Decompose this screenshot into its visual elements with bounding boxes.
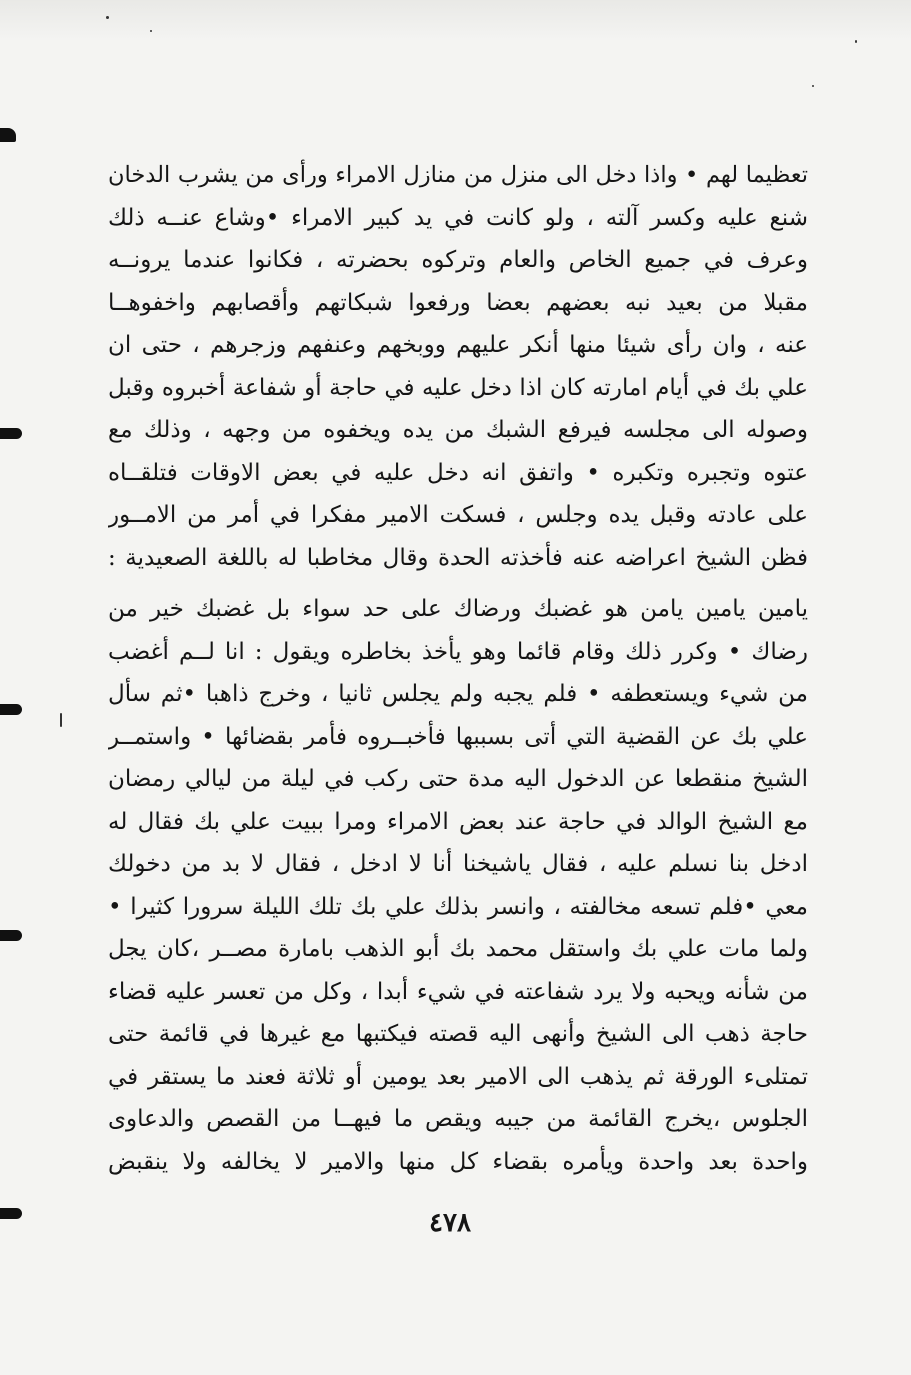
scan-speck <box>60 713 62 727</box>
binding-mark <box>0 1208 22 1219</box>
page-number: ٤٧٨ <box>429 1208 471 1238</box>
text-line: تمتلىء الورقة ثم يذهب الى الامير بعد يومين أو ثلاثة فعند ما يستقر في <box>108 1063 808 1090</box>
text-line: مقبلا من بعيد نبه بعضهم بعضا ورفعوا شبكاتهم وأقصابهم واخفوهــا <box>108 289 808 316</box>
text-line: من شيء ويستعطفه • فلم يجبه ولم يجلس ثانيا ، وخرج ذاهبا •ثم سأل <box>108 681 808 707</box>
text-line: يامين يامين يامن هو غضبك ورضاك على حد سواء بل غضبك خير من <box>108 596 808 622</box>
text-line: معي •فلم تسعه مخالفته ، وانسر بذلك علي بك تلك الليلة سرورا كثيرا • <box>108 893 808 920</box>
scan-shadow <box>0 0 911 40</box>
binding-mark <box>0 930 22 941</box>
text-line: وعرف في جميع الخاص والعام وتركوه بحضرته ، فكانوا عندما يرونــه <box>108 247 808 273</box>
text-line: عتوه وتجبره وتكبره • واتفق انه دخل عليه في بعض الاوقات فتلقــاه <box>108 459 808 486</box>
text-line: واحدة بعد واحدة ويأمره بقضاء كل منها والامير لا يخالفه ولا ينقبض <box>108 1148 808 1175</box>
text-line: ادخل بنا نسلم عليه ، فقال ياشيخنا أنا لا ادخل ، فقال لا بد من دخولك <box>108 851 808 877</box>
text-line: حاجة ذهب الى الشيخ وأنهى اليه قصته فيكتبها مع غيرها في قائمة حتى <box>108 1021 808 1047</box>
paragraph-1 <box>108 154 808 579</box>
text-line: علي بك في أيام امارته كان اذا دخل عليه في حاجة أو شفاعة أخبروه وقبل <box>108 374 808 401</box>
text-line: مع الشيخ الوالد في حاجة عند بعض الامراء ومرا ببيت علي بك فقال له <box>108 808 808 835</box>
text-line: رضاك • وكرر ذلك وقام قائما وهو يأخذ بخاطره ويقول : انا لــم أغضب <box>108 638 808 665</box>
binding-mark <box>0 128 16 142</box>
binding-mark <box>0 704 22 715</box>
text-line: فظن الشيخ اعراضه عنه فأخذته الحدة وقال مخاطبا له باللغة الصعيدية : <box>108 544 808 571</box>
text-line: الشيخ منقطعا عن الدخول اليه مدة حتى ركب في ليلة من ليالي رمضان <box>108 766 808 792</box>
scan-speck <box>150 30 152 32</box>
scan-speck <box>855 40 857 43</box>
text-line: شنع عليه وكسر آلته ، ولو كانت في يد كبير الامراء •وشاع عنــه ذلك <box>108 204 808 231</box>
text-line: الجلوس ،يخرج القائمة من جيبه ويقص ما فيهــا من القصص والدعاوى <box>108 1106 808 1132</box>
text-line: تعظيما لهم • واذا دخل الى منزل من منازل الامراء ورأى من يشرب الدخان <box>108 162 808 188</box>
text-line: علي بك عن القضية التي أتى بسببها فأخبــروه فأمر بقضائها • واستمــر <box>108 723 808 750</box>
scan-speck <box>106 16 109 19</box>
text-line: عنه ، وان رأى شيئا منها أنكر عليهم ووبخهم وعنفهم وزجرهم ، حتى ان <box>108 332 808 358</box>
text-line: وصوله الى مجلسه فيرفع الشبك من يده ويخفوه من وجهه ، وذلك مع <box>108 417 808 443</box>
text-line: من شأنه ويحبه ولا يرد شفاعته في شيء أبدا ، وكل من تعسر عليه قضاء <box>108 978 808 1005</box>
binding-mark <box>0 428 22 439</box>
scan-speck <box>812 85 814 87</box>
text-line: على عادته وقبل يده وجلس ، فسكت الامير مفكرا في أمر من الامــور <box>108 502 808 528</box>
paragraph-2 <box>108 588 808 1183</box>
text-line: ولما مات علي بك واستقل محمد بك أبو الذهب بامارة مصــر ،كان يجل <box>108 936 808 962</box>
